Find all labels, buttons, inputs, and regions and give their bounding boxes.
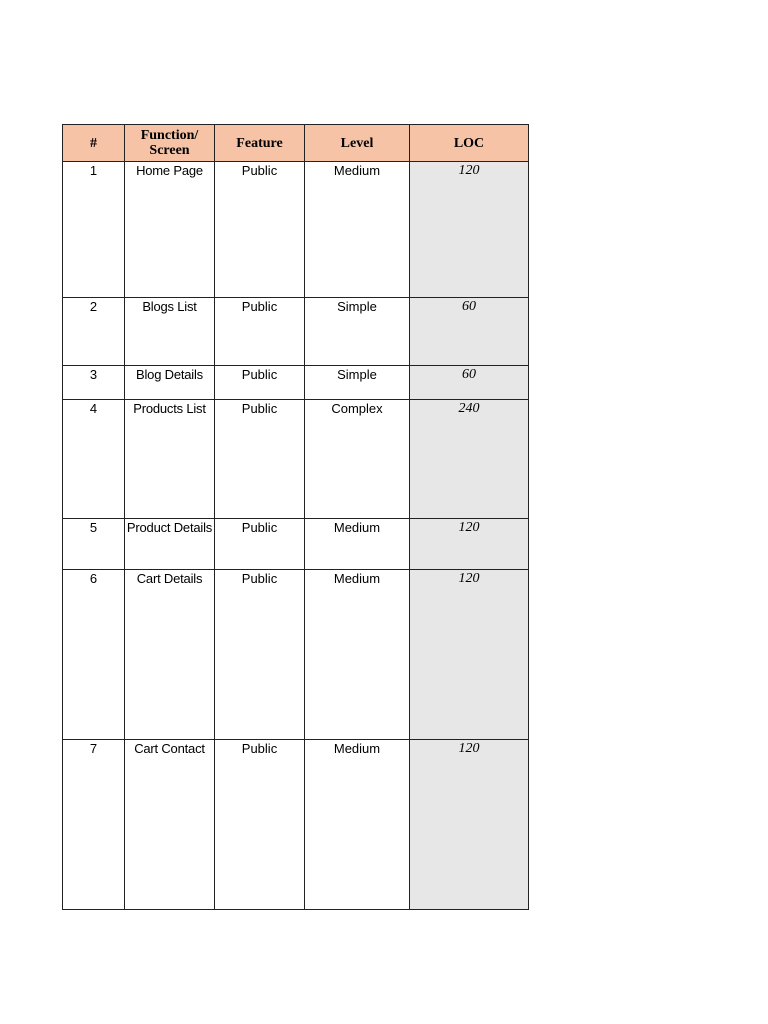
header-level: Level — [305, 125, 410, 162]
cell-number: 4 — [63, 400, 125, 519]
cell-number: 5 — [63, 519, 125, 570]
cell-function: Cart Details — [125, 570, 215, 740]
cell-number: 7 — [63, 740, 125, 910]
function-table-container — [62, 124, 529, 910]
cell-loc: 120 — [410, 162, 529, 298]
cell-function: Blog Details — [125, 366, 215, 400]
cell-feature: Public — [215, 519, 305, 570]
cell-level: Simple — [305, 298, 410, 366]
cell-loc: 60 — [410, 366, 529, 400]
cell-level: Medium — [305, 162, 410, 298]
cell-feature: Public — [215, 162, 305, 298]
function-table — [62, 124, 529, 910]
header-number: # — [63, 125, 125, 162]
table-header — [63, 125, 529, 162]
cell-level: Medium — [305, 519, 410, 570]
cell-feature: Public — [215, 400, 305, 519]
header-function-line2: Screen — [149, 143, 190, 158]
cell-level: Medium — [305, 740, 410, 910]
table-row — [63, 366, 529, 400]
table-row — [63, 519, 529, 570]
table-row — [63, 298, 529, 366]
cell-feature: Public — [215, 298, 305, 366]
header-function-line1: Function/ — [140, 128, 199, 143]
cell-feature: Public — [215, 366, 305, 400]
cell-function: Home Page — [125, 162, 215, 298]
table-row — [63, 570, 529, 740]
cell-loc: 240 — [410, 400, 529, 519]
cell-feature: Public — [215, 740, 305, 910]
cell-loc: 120 — [410, 740, 529, 910]
cell-loc: 120 — [410, 570, 529, 740]
cell-feature: Public — [215, 570, 305, 740]
cell-function: Cart Contact — [125, 740, 215, 910]
cell-number: 1 — [63, 162, 125, 298]
header-function-screen — [125, 125, 215, 162]
cell-number: 2 — [63, 298, 125, 366]
cell-function: Products List — [125, 400, 215, 519]
cell-level: Medium — [305, 570, 410, 740]
header-loc: LOC — [410, 125, 529, 162]
cell-loc: 60 — [410, 298, 529, 366]
table-header-row — [63, 125, 529, 162]
cell-level: Simple — [305, 366, 410, 400]
table-row — [63, 162, 529, 298]
cell-number: 6 — [63, 570, 125, 740]
cell-loc: 120 — [410, 519, 529, 570]
table-body — [63, 162, 529, 910]
table-row — [63, 740, 529, 910]
cell-number: 3 — [63, 366, 125, 400]
cell-level: Complex — [305, 400, 410, 519]
cell-function: Product Details — [125, 519, 215, 570]
table-row — [63, 400, 529, 519]
cell-function: Blogs List — [125, 298, 215, 366]
header-feature: Feature — [215, 125, 305, 162]
